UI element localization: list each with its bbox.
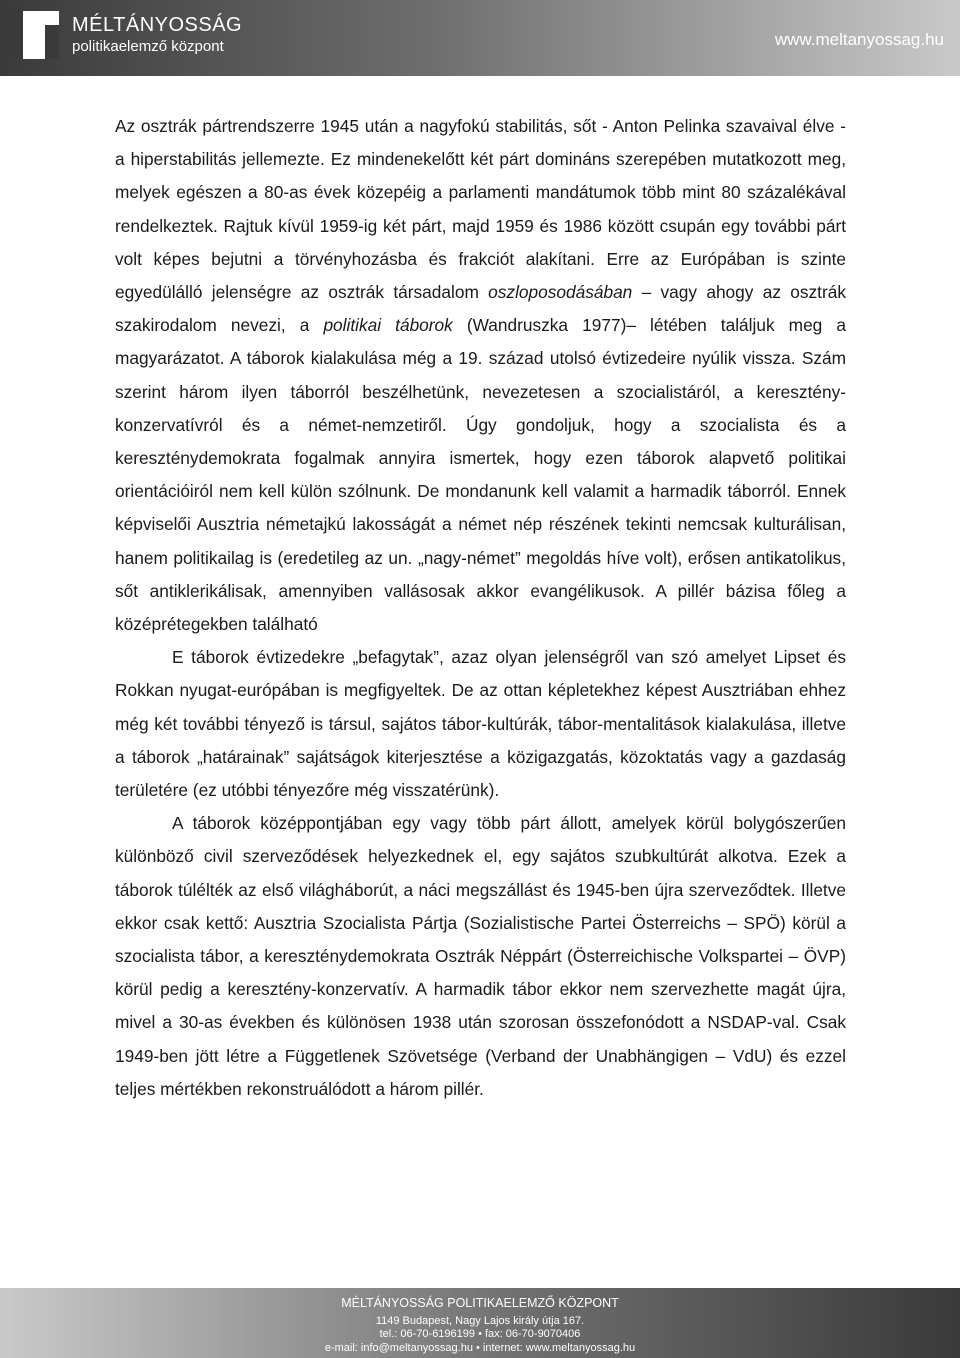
page-footer: [0, 1288, 960, 1358]
page-header: [0, 0, 960, 76]
text-run: – vagy ahogy az osztrák szakirodalom nevezi, a: [115, 282, 846, 336]
paragraph-2: [115, 641, 846, 807]
meltanyossag-logo: [11, 11, 59, 59]
paragraph-3: [115, 807, 846, 1106]
text-run: A táborok középpontjában egy vagy több párt állott, amelyek körül bolygószerűen különböző civil szerveződések helyezkednek el, egy sajátos szubkultúrát alkotva. Ezek a táborok túlélték az első világháborút, a náci megszállást és 1945-ben újra szerveződtek. Illetve ekkor csak kettő: Ausztria Szocialista Pártja (Sozialistische Partei Österreichs – SPÖ) körül a szocialista tábor, a kereszténydemokrata Osztrák Néppárt (Österreichische Volkspartei – ÖVP) körül pedig a keresztény-konzervatív. A harmadik tábor ekkor nem szervezhette magát újra, mivel a 30-as években és különösen 1938 után szorosan összefonódott a NSDAP-val. Csak 1949-ben jött létre a Függetlenek Szövetsége (Verband der Unabhängigen – VdU) és ezzel teljes mértékben rekonstruálódott a három pillér.: [115, 813, 846, 1099]
brand-name: MÉLTÁNYOSSÁG: [72, 14, 243, 36]
footer-phone: tel.: 06-70-6196199 • fax: 06-70-9070406: [379, 1328, 581, 1340]
footer-title: MÉLTÁNYOSSÁG POLITIKAELEMZŐ KÖZPONT: [341, 1296, 619, 1310]
emphasis-text: politikai táborok: [323, 315, 453, 336]
article-body: [115, 110, 846, 1106]
text-run: (Wandruszka 1977)– létében találjuk meg a magyarázatot. A táborok kialakulása még a 19. század utolsó évtizedeire nyúlik vissza. Szám szerint három ilyen táborról beszélhetünk, nevezetesen a szocialistáról, a keresztény-konzervatívról és a német-nemzetiről. Úgy gondoljuk, hogy a szocialista és a kereszténydemokrata fogalmak annyira ismertek, hogy ezen táborok alapvető politikai orientációiról nem kell külön szólnunk. De mondanunk kell valamit a harmadik táborról. Ennek képviselői Ausztria németajkú lakosságát a német nép részének tekinti nemcsak kulturálisan, hanem politikailag is (eredetileg az un. „nagy-német” megoldás híve volt), erősen antikatolikus, sőt antiklerikálisak, amennyiben vallásosak akkor evangélikusok. A pillér bázisa főleg a középrétegekben található: [115, 315, 846, 635]
brand-subtitle: politikaelemző központ: [72, 38, 224, 55]
footer-address: 1149 Budapest, Nagy Lajos király útja 167.: [375, 1315, 585, 1327]
footer-contact: e-mail: info@meltanyossag.hu • internet: www.meltanyossag.hu: [324, 1342, 636, 1354]
website-link[interactable]: www.meltanyossag.hu: [774, 30, 944, 49]
paragraph-1: [115, 110, 846, 641]
text-run: E táborok évtizedekre „befagytak”, azaz olyan jelenségről van szó amelyet Lipset és Rokkan nyugat-európában is megfigyeltek. De az ottan képletekhez képest Ausztriában ehhez még két további tényező is társul, sajátos tábor-kultúrák, tábor-mentalitások kialakulása, illetve a táborok „határainak” sajátságok kiterjesztése a közigazgatás, közoktatás vagy a gazdaság területére (ez utóbbi tényezőre még visszatérünk).: [115, 647, 846, 801]
emphasis-text: oszloposodásában: [488, 282, 633, 303]
text-run: Az osztrák pártrendszerre 1945 után a nagyfokú stabilitás, sőt - Anton Pelinka szavaival élve - a hiperstabilitás jellemezte. Ez mindenekelőtt két párt domináns szerepében mutatkozott meg, melyek egészen a 80-as évek közepéig a parlamenti mandátumok több mint 80 százalékával rendelkeztek. Rajtuk kívül 1959-ig két párt, majd 1959 és 1986 között csupán egy további párt volt képes bejutni a törvényhozásba és frakciót alakítani. Erre az Európában is szinte egyedülálló jelenségre az osztrák társadalom: [115, 116, 846, 303]
brand: [72, 15, 242, 54]
